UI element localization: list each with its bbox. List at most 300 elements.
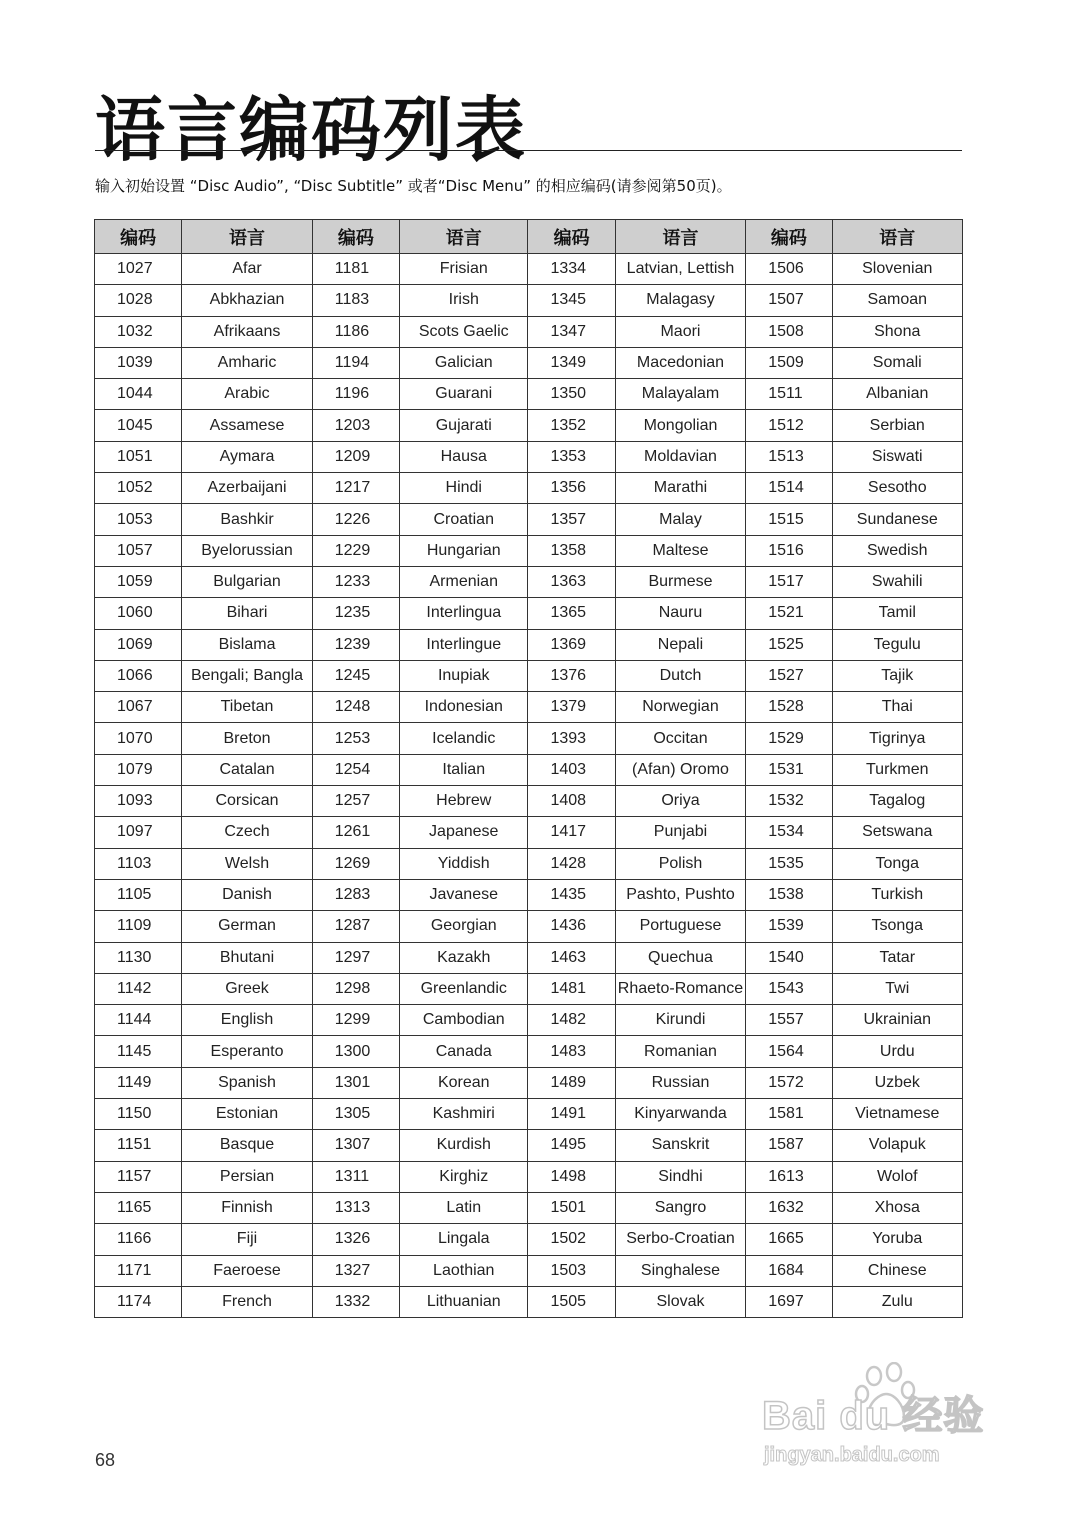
language-cell: Welsh — [182, 848, 312, 879]
table-row — [95, 254, 963, 285]
language-cell: Oriya — [615, 786, 745, 817]
code-cell: 1183 — [312, 285, 399, 316]
code-cell: 1491 — [528, 1099, 615, 1130]
table-row — [95, 692, 963, 723]
code-cell: 1079 — [95, 754, 182, 785]
language-cell: Gujarati — [400, 410, 528, 441]
code-cell: 1149 — [95, 1067, 182, 1098]
code-cell: 1028 — [95, 285, 182, 316]
language-cell: Slovenian — [832, 254, 963, 285]
code-cell: 1067 — [95, 692, 182, 723]
header-code: 编码 — [312, 220, 399, 254]
language-cell: Turkmen — [832, 754, 963, 785]
code-cell: 1165 — [95, 1192, 182, 1223]
code-cell: 1557 — [746, 1005, 832, 1036]
watermark-logo: Bai du 经验 — [762, 1394, 985, 1438]
code-cell: 1408 — [528, 786, 615, 817]
language-cell: Hungarian — [400, 535, 528, 566]
language-cell: Kinyarwanda — [615, 1099, 745, 1130]
language-cell: Pashto, Pushto — [615, 879, 745, 910]
code-cell: 1032 — [95, 316, 182, 347]
language-cell: Czech — [182, 817, 312, 848]
code-cell: 1157 — [95, 1161, 182, 1192]
language-cell: Serbo-Croatian — [615, 1224, 745, 1255]
code-cell: 1538 — [746, 879, 832, 910]
language-cell: Kashmiri — [400, 1099, 528, 1130]
language-cell: Shona — [832, 316, 963, 347]
code-cell: 1203 — [312, 410, 399, 441]
language-cell: German — [182, 911, 312, 942]
language-cell: Azerbaijani — [182, 473, 312, 504]
language-cell: Tagalog — [832, 786, 963, 817]
code-cell: 1245 — [312, 660, 399, 691]
code-cell: 1283 — [312, 879, 399, 910]
language-cell: Japanese — [400, 817, 528, 848]
code-cell: 1365 — [528, 598, 615, 629]
code-cell: 1501 — [528, 1192, 615, 1223]
language-cell: Cambodian — [400, 1005, 528, 1036]
language-cell: Tamil — [832, 598, 963, 629]
code-cell: 1495 — [528, 1130, 615, 1161]
language-cell: Kurdish — [400, 1130, 528, 1161]
language-cell: Tajik — [832, 660, 963, 691]
code-cell: 1350 — [528, 379, 615, 410]
code-cell: 1066 — [95, 660, 182, 691]
code-cell: 1352 — [528, 410, 615, 441]
language-cell: Swahili — [832, 566, 963, 597]
language-cell: Tsonga — [832, 911, 963, 942]
code-cell: 1436 — [528, 911, 615, 942]
language-cell: Arabic — [182, 379, 312, 410]
table-row — [95, 316, 963, 347]
language-cell: Tigrinya — [832, 723, 963, 754]
language-cell: Tonga — [832, 848, 963, 879]
language-cell: Moldavian — [615, 441, 745, 472]
code-cell: 1516 — [746, 535, 832, 566]
code-cell: 1483 — [528, 1036, 615, 1067]
language-cell: Persian — [182, 1161, 312, 1192]
code-cell: 1540 — [746, 942, 832, 973]
code-cell: 1171 — [95, 1255, 182, 1286]
language-cell: Portuguese — [615, 911, 745, 942]
page-subtitle: 输入初始设置 “Disc Audio”, “Disc Subtitle” 或者“Disc Menu” 的相应编码(请参阅第50页)。 — [95, 177, 732, 195]
header-language: 语言 — [832, 220, 963, 254]
language-cell: Danish — [182, 879, 312, 910]
code-cell: 1564 — [746, 1036, 832, 1067]
table-row — [95, 535, 963, 566]
code-cell: 1209 — [312, 441, 399, 472]
code-cell: 1481 — [528, 973, 615, 1004]
language-cell: Afar — [182, 254, 312, 285]
language-cell: Spanish — [182, 1067, 312, 1098]
code-cell: 1186 — [312, 316, 399, 347]
table-row — [95, 879, 963, 910]
language-cell: Interlingua — [400, 598, 528, 629]
code-cell: 1235 — [312, 598, 399, 629]
code-cell: 1417 — [528, 817, 615, 848]
table-row — [95, 379, 963, 410]
code-cell: 1514 — [746, 473, 832, 504]
language-cell: Yiddish — [400, 848, 528, 879]
language-cell: Bulgarian — [182, 566, 312, 597]
language-cell: Nepali — [615, 629, 745, 660]
table-row — [95, 347, 963, 378]
language-cell: Singhalese — [615, 1255, 745, 1286]
language-cell: Siswati — [832, 441, 963, 472]
language-cell: Bengali; Bangla — [182, 660, 312, 691]
code-cell: 1144 — [95, 1005, 182, 1036]
code-cell: 1261 — [312, 817, 399, 848]
code-cell: 1105 — [95, 879, 182, 910]
language-cell: Slovak — [615, 1286, 745, 1317]
header-language: 语言 — [400, 220, 528, 254]
language-cell: Aymara — [182, 441, 312, 472]
table-row — [95, 786, 963, 817]
code-cell: 1508 — [746, 316, 832, 347]
header-language: 语言 — [182, 220, 312, 254]
language-cell: Lithuanian — [400, 1286, 528, 1317]
language-cell: Sundanese — [832, 504, 963, 535]
code-cell: 1498 — [528, 1161, 615, 1192]
code-cell: 1103 — [95, 848, 182, 879]
language-cell: Urdu — [832, 1036, 963, 1067]
code-cell: 1027 — [95, 254, 182, 285]
table-row — [95, 1192, 963, 1223]
code-cell: 1503 — [528, 1255, 615, 1286]
code-cell: 1305 — [312, 1099, 399, 1130]
language-code-table — [94, 219, 963, 1318]
language-cell: Estonian — [182, 1099, 312, 1130]
code-cell: 1535 — [746, 848, 832, 879]
code-cell: 1505 — [528, 1286, 615, 1317]
table-row — [95, 1130, 963, 1161]
code-cell: 1181 — [312, 254, 399, 285]
language-cell: Georgian — [400, 911, 528, 942]
header-code: 编码 — [528, 220, 615, 254]
code-cell: 1069 — [95, 629, 182, 660]
table-row — [95, 1161, 963, 1192]
code-cell: 1052 — [95, 473, 182, 504]
code-cell: 1254 — [312, 754, 399, 785]
code-cell: 1517 — [746, 566, 832, 597]
code-cell: 1376 — [528, 660, 615, 691]
code-cell: 1311 — [312, 1161, 399, 1192]
language-cell: Occitan — [615, 723, 745, 754]
page-title: 语言编码列表 — [95, 89, 527, 171]
language-cell: Fiji — [182, 1224, 312, 1255]
language-cell: Finnish — [182, 1192, 312, 1223]
language-cell: Sanskrit — [615, 1130, 745, 1161]
language-cell: Lingala — [400, 1224, 528, 1255]
language-cell: Sesotho — [832, 473, 963, 504]
code-cell: 1332 — [312, 1286, 399, 1317]
language-cell: Breton — [182, 723, 312, 754]
language-cell: Albanian — [832, 379, 963, 410]
language-cell: Malagasy — [615, 285, 745, 316]
language-cell: Abkhazian — [182, 285, 312, 316]
language-cell: Italian — [400, 754, 528, 785]
code-cell: 1248 — [312, 692, 399, 723]
code-cell: 1349 — [528, 347, 615, 378]
code-cell: 1053 — [95, 504, 182, 535]
code-cell: 1515 — [746, 504, 832, 535]
language-cell: Javanese — [400, 879, 528, 910]
language-cell: Xhosa — [832, 1192, 963, 1223]
code-cell: 1428 — [528, 848, 615, 879]
code-cell: 1572 — [746, 1067, 832, 1098]
language-cell: Russian — [615, 1067, 745, 1098]
table-row — [95, 285, 963, 316]
language-cell: Volapuk — [832, 1130, 963, 1161]
language-cell: Ukrainian — [832, 1005, 963, 1036]
table-row — [95, 1286, 963, 1317]
header-code: 编码 — [95, 220, 182, 254]
code-cell: 1363 — [528, 566, 615, 597]
language-cell: Greek — [182, 973, 312, 1004]
code-cell: 1130 — [95, 942, 182, 973]
code-cell: 1506 — [746, 254, 832, 285]
language-cell: Bislama — [182, 629, 312, 660]
language-cell: Kirghiz — [400, 1161, 528, 1192]
code-cell: 1347 — [528, 316, 615, 347]
language-cell: Zulu — [832, 1286, 963, 1317]
language-cell: Turkish — [832, 879, 963, 910]
language-cell: Rhaeto-Romance — [615, 973, 745, 1004]
code-cell: 1253 — [312, 723, 399, 754]
language-cell: Malay — [615, 504, 745, 535]
code-cell: 1697 — [746, 1286, 832, 1317]
table-row — [95, 504, 963, 535]
language-cell: Frisian — [400, 254, 528, 285]
code-cell: 1097 — [95, 817, 182, 848]
language-cell: Quechua — [615, 942, 745, 973]
language-cell: Marathi — [615, 473, 745, 504]
code-cell: 1463 — [528, 942, 615, 973]
code-cell: 1345 — [528, 285, 615, 316]
table-row — [95, 629, 963, 660]
table-row — [95, 723, 963, 754]
language-cell: French — [182, 1286, 312, 1317]
header-language: 语言 — [615, 220, 745, 254]
code-cell: 1684 — [746, 1255, 832, 1286]
watermark-url: jingyan.baidu.com — [764, 1444, 940, 1466]
language-cell: Scots Gaelic — [400, 316, 528, 347]
table-row — [95, 754, 963, 785]
code-cell: 1403 — [528, 754, 615, 785]
language-cell: Swedish — [832, 535, 963, 566]
language-cell: Hindi — [400, 473, 528, 504]
code-cell: 1039 — [95, 347, 182, 378]
language-cell: Laothian — [400, 1255, 528, 1286]
language-cell: Canada — [400, 1036, 528, 1067]
language-cell: Armenian — [400, 566, 528, 597]
language-cell: Sindhi — [615, 1161, 745, 1192]
language-cell: Bhutani — [182, 942, 312, 973]
table-row — [95, 410, 963, 441]
code-cell: 1313 — [312, 1192, 399, 1223]
language-cell: Uzbek — [832, 1067, 963, 1098]
language-cell: English — [182, 1005, 312, 1036]
language-cell: Punjabi — [615, 817, 745, 848]
language-cell: Malayalam — [615, 379, 745, 410]
language-cell: Sangro — [615, 1192, 745, 1223]
code-cell: 1534 — [746, 817, 832, 848]
code-cell: 1257 — [312, 786, 399, 817]
table-row — [95, 566, 963, 597]
code-cell: 1587 — [746, 1130, 832, 1161]
code-cell: 1166 — [95, 1224, 182, 1255]
language-cell: Icelandic — [400, 723, 528, 754]
code-cell: 1393 — [528, 723, 615, 754]
language-cell: Assamese — [182, 410, 312, 441]
code-cell: 1613 — [746, 1161, 832, 1192]
code-cell: 1521 — [746, 598, 832, 629]
language-cell: Afrikaans — [182, 316, 312, 347]
language-cell: Hebrew — [400, 786, 528, 817]
table-row — [95, 817, 963, 848]
code-cell: 1511 — [746, 379, 832, 410]
code-cell: 1301 — [312, 1067, 399, 1098]
code-cell: 1307 — [312, 1130, 399, 1161]
code-cell: 1070 — [95, 723, 182, 754]
code-cell: 1239 — [312, 629, 399, 660]
language-cell: Bashkir — [182, 504, 312, 535]
language-cell: Inupiak — [400, 660, 528, 691]
language-cell: Tibetan — [182, 692, 312, 723]
table-row — [95, 911, 963, 942]
language-cell: Wolof — [832, 1161, 963, 1192]
language-cell: Somali — [832, 347, 963, 378]
code-cell: 1528 — [746, 692, 832, 723]
code-cell: 1145 — [95, 1036, 182, 1067]
language-cell: Corsican — [182, 786, 312, 817]
code-cell: 1233 — [312, 566, 399, 597]
language-cell: Bihari — [182, 598, 312, 629]
baidu-watermark — [762, 1362, 1012, 1472]
language-cell: Romanian — [615, 1036, 745, 1067]
language-cell: Twi — [832, 973, 963, 1004]
table-row — [95, 1224, 963, 1255]
code-cell: 1529 — [746, 723, 832, 754]
code-cell: 1435 — [528, 879, 615, 910]
code-cell: 1196 — [312, 379, 399, 410]
page-number: 68 — [95, 1450, 116, 1470]
code-cell: 1297 — [312, 942, 399, 973]
language-cell: Macedonian — [615, 347, 745, 378]
language-cell: Chinese — [832, 1255, 963, 1286]
code-cell: 1525 — [746, 629, 832, 660]
code-cell: 1059 — [95, 566, 182, 597]
language-cell: Maltese — [615, 535, 745, 566]
code-cell: 1632 — [746, 1192, 832, 1223]
language-cell: Dutch — [615, 660, 745, 691]
language-cell: Greenlandic — [400, 973, 528, 1004]
code-cell: 1174 — [95, 1286, 182, 1317]
code-cell: 1512 — [746, 410, 832, 441]
code-cell: 1531 — [746, 754, 832, 785]
language-cell: Vietnamese — [832, 1099, 963, 1130]
code-cell: 1513 — [746, 441, 832, 472]
language-cell: Maori — [615, 316, 745, 347]
table-row — [95, 598, 963, 629]
language-cell: Galician — [400, 347, 528, 378]
code-cell: 1532 — [746, 786, 832, 817]
code-cell: 1326 — [312, 1224, 399, 1255]
language-cell: Kazakh — [400, 942, 528, 973]
language-cell: Catalan — [182, 754, 312, 785]
language-cell: Serbian — [832, 410, 963, 441]
language-cell: Tegulu — [832, 629, 963, 660]
language-cell: Mongolian — [615, 410, 745, 441]
language-cell: Byelorussian — [182, 535, 312, 566]
code-cell: 1051 — [95, 441, 182, 472]
code-cell: 1150 — [95, 1099, 182, 1130]
code-cell: 1327 — [312, 1255, 399, 1286]
table-row — [95, 1067, 963, 1098]
code-cell: 1489 — [528, 1067, 615, 1098]
code-cell: 1287 — [312, 911, 399, 942]
language-cell: Esperanto — [182, 1036, 312, 1067]
table-header-row — [95, 220, 963, 254]
language-cell: Tatar — [832, 942, 963, 973]
code-cell: 1142 — [95, 973, 182, 1004]
code-cell: 1502 — [528, 1224, 615, 1255]
language-cell: Samoan — [832, 285, 963, 316]
language-cell: Hausa — [400, 441, 528, 472]
code-cell: 1379 — [528, 692, 615, 723]
code-cell: 1109 — [95, 911, 182, 942]
table-row — [95, 848, 963, 879]
code-cell: 1044 — [95, 379, 182, 410]
code-cell: 1356 — [528, 473, 615, 504]
language-cell: Guarani — [400, 379, 528, 410]
table-row — [95, 1255, 963, 1286]
code-cell: 1269 — [312, 848, 399, 879]
code-cell: 1093 — [95, 786, 182, 817]
table-row — [95, 660, 963, 691]
code-cell: 1057 — [95, 535, 182, 566]
language-cell: Faeroese — [182, 1255, 312, 1286]
code-cell: 1045 — [95, 410, 182, 441]
language-cell: Polish — [615, 848, 745, 879]
table-row — [95, 1099, 963, 1130]
code-cell: 1509 — [746, 347, 832, 378]
language-cell: Thai — [832, 692, 963, 723]
table-body — [95, 254, 963, 1318]
code-cell: 1229 — [312, 535, 399, 566]
code-cell: 1299 — [312, 1005, 399, 1036]
table-row — [95, 973, 963, 1004]
code-cell: 1665 — [746, 1224, 832, 1255]
language-cell: Interlingue — [400, 629, 528, 660]
language-cell: Burmese — [615, 566, 745, 597]
code-cell: 1507 — [746, 285, 832, 316]
code-cell: 1217 — [312, 473, 399, 504]
language-cell: Norwegian — [615, 692, 745, 723]
code-cell: 1298 — [312, 973, 399, 1004]
language-cell: (Afan) Oromo — [615, 754, 745, 785]
code-cell: 1482 — [528, 1005, 615, 1036]
code-cell: 1527 — [746, 660, 832, 691]
language-cell: Kirundi — [615, 1005, 745, 1036]
code-cell: 1543 — [746, 973, 832, 1004]
language-cell: Indonesian — [400, 692, 528, 723]
code-cell: 1369 — [528, 629, 615, 660]
language-cell: Nauru — [615, 598, 745, 629]
table-row — [95, 1036, 963, 1067]
language-cell: Irish — [400, 285, 528, 316]
table-row — [95, 1005, 963, 1036]
